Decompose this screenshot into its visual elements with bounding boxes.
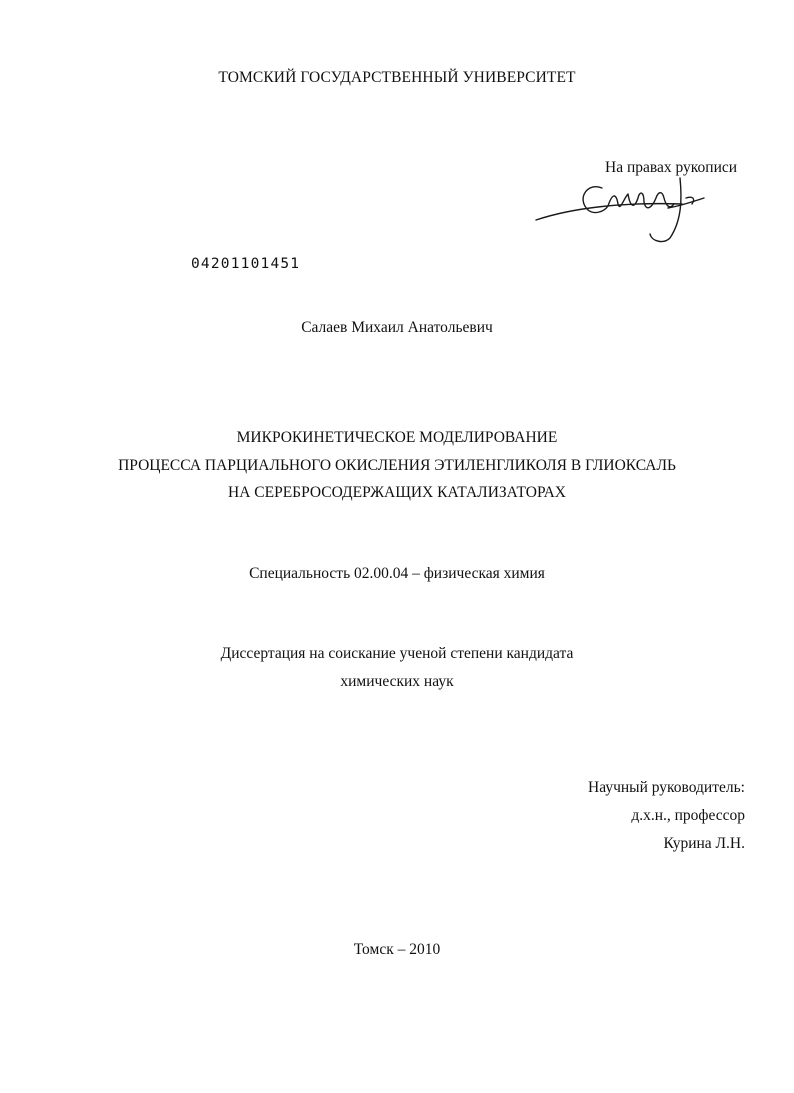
place-and-year: Томск – 2010 — [353, 941, 441, 958]
degree-field: химических наук — [340, 673, 454, 690]
specialty-line: Специальность 02.00.04 – физическая химия — [249, 565, 545, 582]
dissertation-title-line: ПРОЦЕССА ПАРЦИАЛЬНОГО ОКИСЛЕНИЯ ЭТИЛЕНГЛИКОЛЯ В ГЛИОКСАЛЬ — [118, 457, 676, 474]
dissertation-title-line: МИКРОКИНЕТИЧЕСКОЕ МОДЕЛИРОВАНИЕ — [236, 429, 558, 446]
dissertation-title-line: НА СЕРЕБРОСОДЕРЖАЩИХ КАТАЛИЗАТОРАХ — [228, 484, 566, 501]
supervisor-name: Курина Л.Н. — [663, 835, 745, 852]
supervisor-degree: д.х.н., профессор — [631, 807, 745, 824]
registration-number: 04201101451 — [191, 256, 301, 272]
manuscript-rights-note: На правах рукописи — [605, 159, 738, 176]
supervisor-label: Научный руководитель: — [588, 779, 745, 796]
author-signature — [532, 168, 712, 246]
degree-statement: Диссертация на соискание ученой степени кандидата — [220, 645, 574, 662]
author-name: Салаев Михаил Анатольевич — [301, 319, 493, 336]
university-name: ТОМСКИЙ ГОСУДАРСТВЕННЫЙ УНИВЕРСИТЕТ — [218, 69, 576, 86]
